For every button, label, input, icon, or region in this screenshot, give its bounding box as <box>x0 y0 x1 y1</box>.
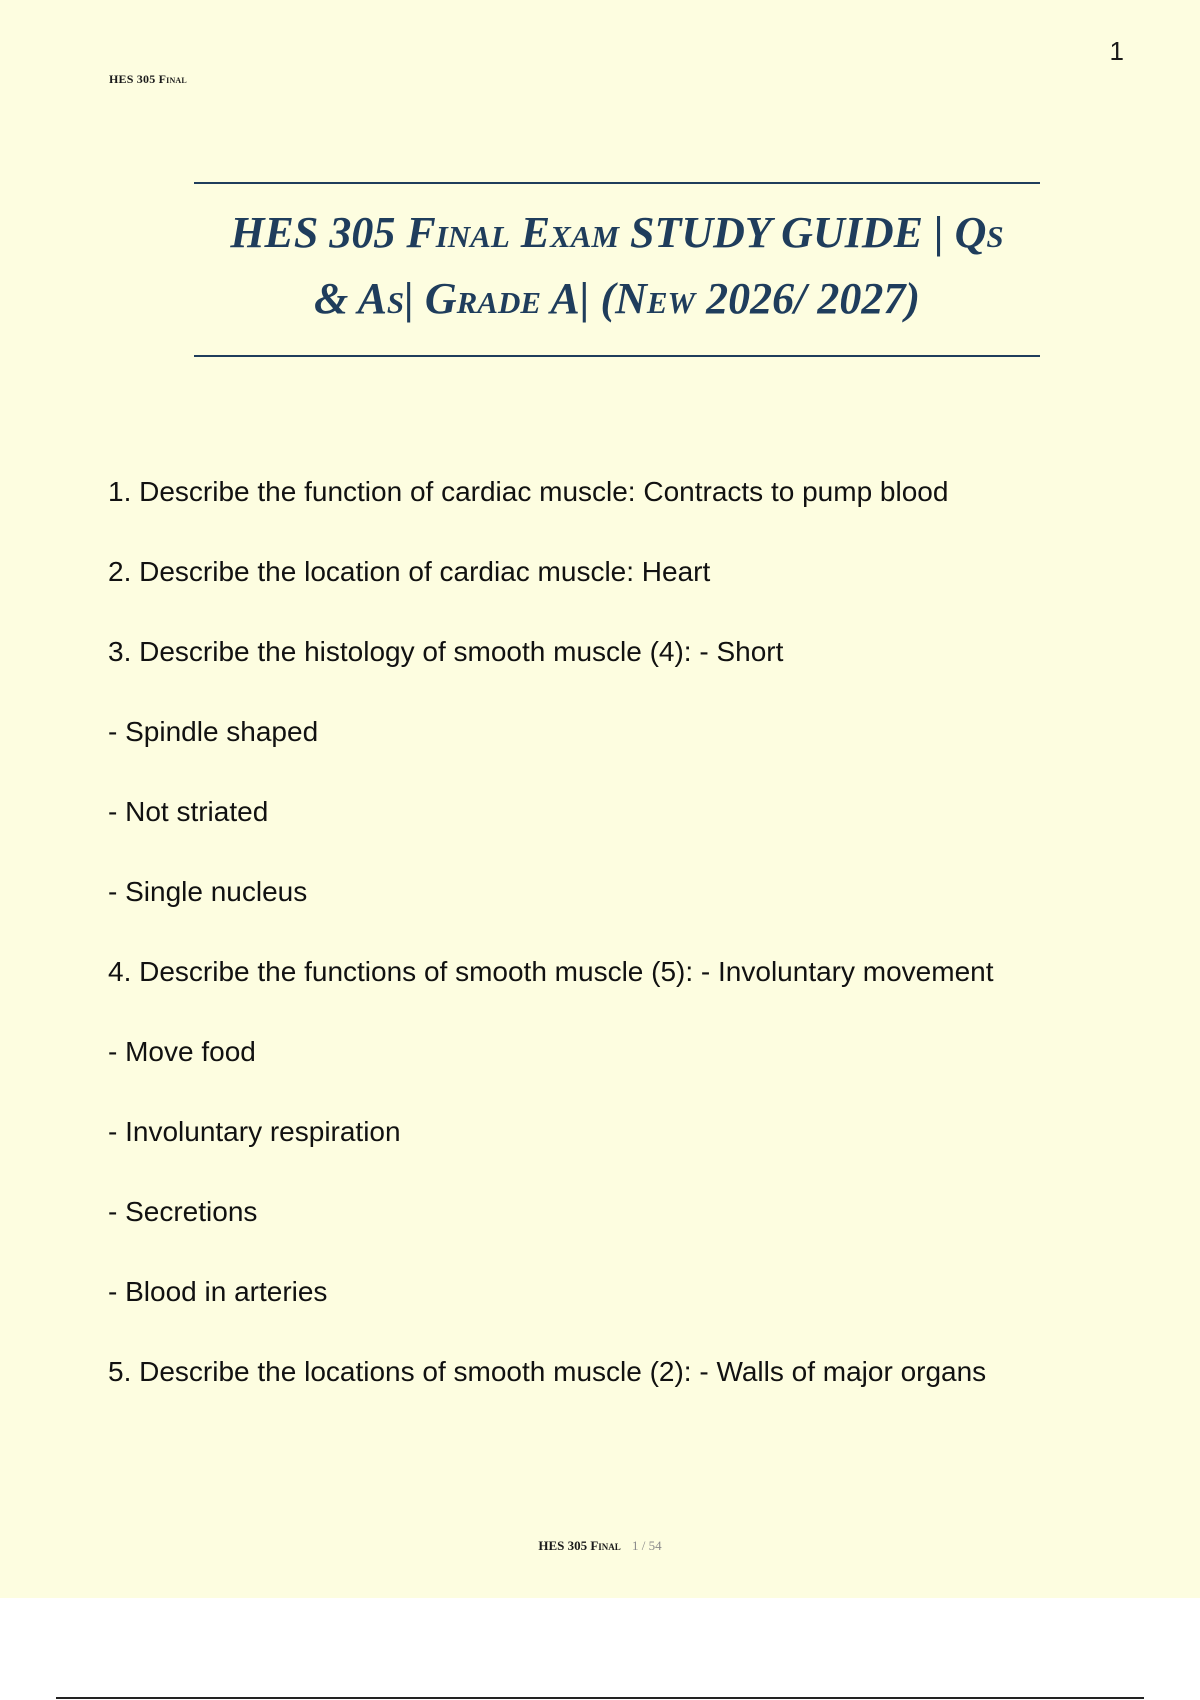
bottom-divider <box>56 1697 1144 1699</box>
footer-page-indicator: 1 / 54 <box>632 1538 662 1553</box>
answer-bullet: - Secretions <box>108 1196 258 1227</box>
question-item: 2. Describe the location of cardiac muscle: Heart <box>108 556 711 587</box>
answer-bullet: - Involuntary respiration <box>108 1116 401 1147</box>
document-title-line-1: HES 305 Final Exam STUDY GUIDE | Qs <box>230 208 1004 257</box>
answer-bullet: - Not striated <box>108 796 269 827</box>
page-footer <box>0 1538 1200 1554</box>
title-top-rule <box>194 182 1040 184</box>
running-header: HES 305 Final <box>109 72 187 86</box>
answer-bullet: - Single nucleus <box>108 876 308 907</box>
answer-bullet: - Move food <box>108 1036 256 1067</box>
question-list <box>108 470 1088 1430</box>
answer-bullet: - Blood in arteries <box>108 1276 328 1307</box>
document-title <box>194 200 1040 332</box>
document-title-line-2: & As| Grade A| (New 2026/ 2027) <box>313 274 920 323</box>
title-bottom-rule <box>194 355 1040 357</box>
page-number: 1 <box>1109 36 1124 66</box>
question-item: 4. Describe the functions of smooth muscle (5): - Involuntary movement <box>108 956 994 987</box>
footer-title: HES 305 Final <box>538 1538 621 1553</box>
question-item: 3. Describe the histology of smooth muscle (4): - Short <box>108 636 784 667</box>
answer-bullet: - Spindle shaped <box>108 716 319 747</box>
question-item: 1. Describe the function of cardiac muscle: Contracts to pump blood <box>108 476 949 507</box>
question-item: 5. Describe the locations of smooth muscle (2): - Walls of major organs <box>108 1356 987 1387</box>
